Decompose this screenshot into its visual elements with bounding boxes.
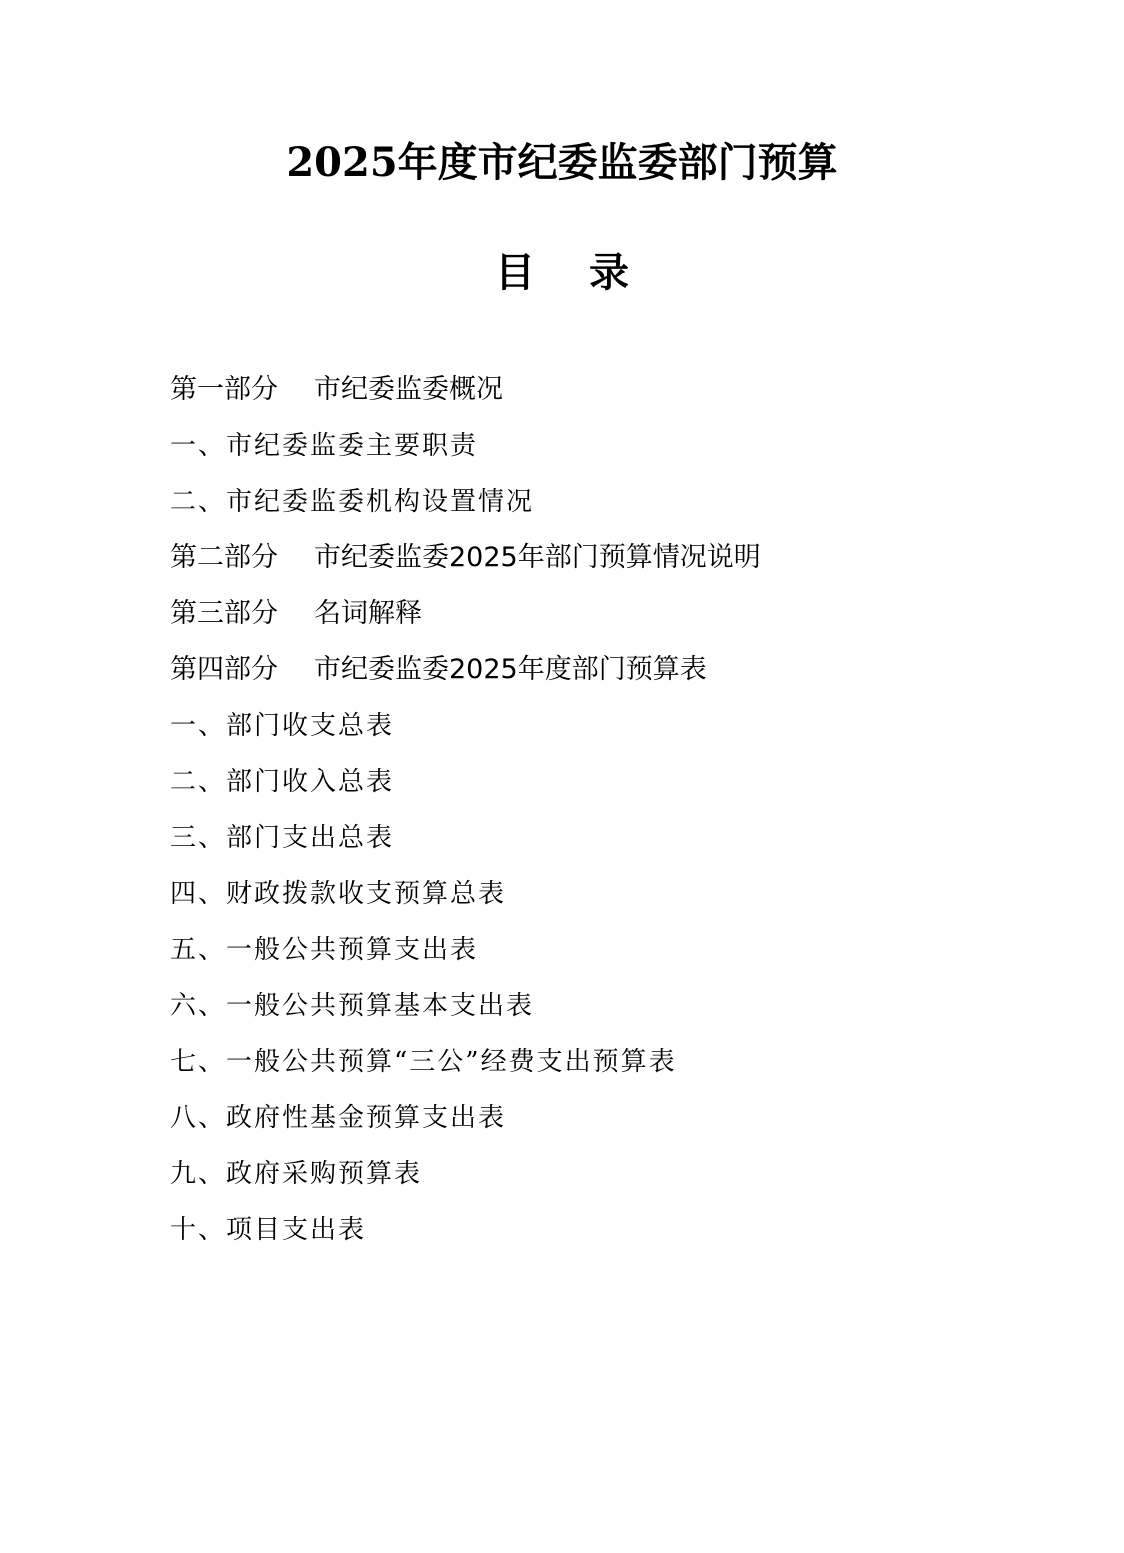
toc-item-1-1[interactable]: 一、市纪委监委主要职责: [170, 431, 479, 461]
toc-item-4-7[interactable]: 七、一般公共预算“三公”经费支出预算表: [170, 1047, 677, 1077]
toc-part-1[interactable]: [170, 362, 1050, 418]
toc-part-2[interactable]: [170, 530, 1050, 586]
toc-item-4-8[interactable]: 八、政府性基金预算支出表: [170, 1103, 507, 1133]
table-of-contents: [170, 362, 1050, 1258]
toc-item-4-10[interactable]: 十、项目支出表: [170, 1215, 367, 1245]
toc-item-4-1[interactable]: 一、部门收支总表: [170, 711, 395, 741]
toc-heading: 目 录: [495, 249, 649, 296]
toc-item-4-2[interactable]: 二、部门收入总表: [170, 767, 395, 797]
toc-item-4-5[interactable]: 五、一般公共预算支出表: [170, 935, 479, 965]
toc-item-1-2[interactable]: 二、市纪委监委机构设置情况: [170, 487, 535, 517]
toc-part-3[interactable]: [170, 586, 1050, 642]
toc-part-label: 第三部分: [170, 598, 278, 629]
toc-part-text: 市纪委监委2025年度部门预算表: [314, 654, 707, 685]
toc-part-label: 第四部分: [170, 654, 278, 685]
toc-part-text: 市纪委监委概况: [314, 374, 503, 405]
toc-part-4[interactable]: [170, 642, 1050, 698]
toc-item-4-4[interactable]: 四、财政拨款收支预算总表: [170, 879, 507, 909]
document-title: 2025年度市纪委监委部门预算: [286, 139, 838, 186]
toc-item-4-9[interactable]: 九、政府采购预算表: [170, 1159, 423, 1189]
toc-part-text: 市纪委监委2025年部门预算情况说明: [314, 542, 761, 573]
toc-part-label: 第二部分: [170, 542, 278, 573]
toc-part-label: 第一部分: [170, 374, 278, 405]
toc-item-4-6[interactable]: 六、一般公共预算基本支出表: [170, 991, 535, 1021]
toc-part-text: 名词解释: [314, 598, 422, 629]
toc-item-4-3[interactable]: 三、部门支出总表: [170, 823, 395, 853]
